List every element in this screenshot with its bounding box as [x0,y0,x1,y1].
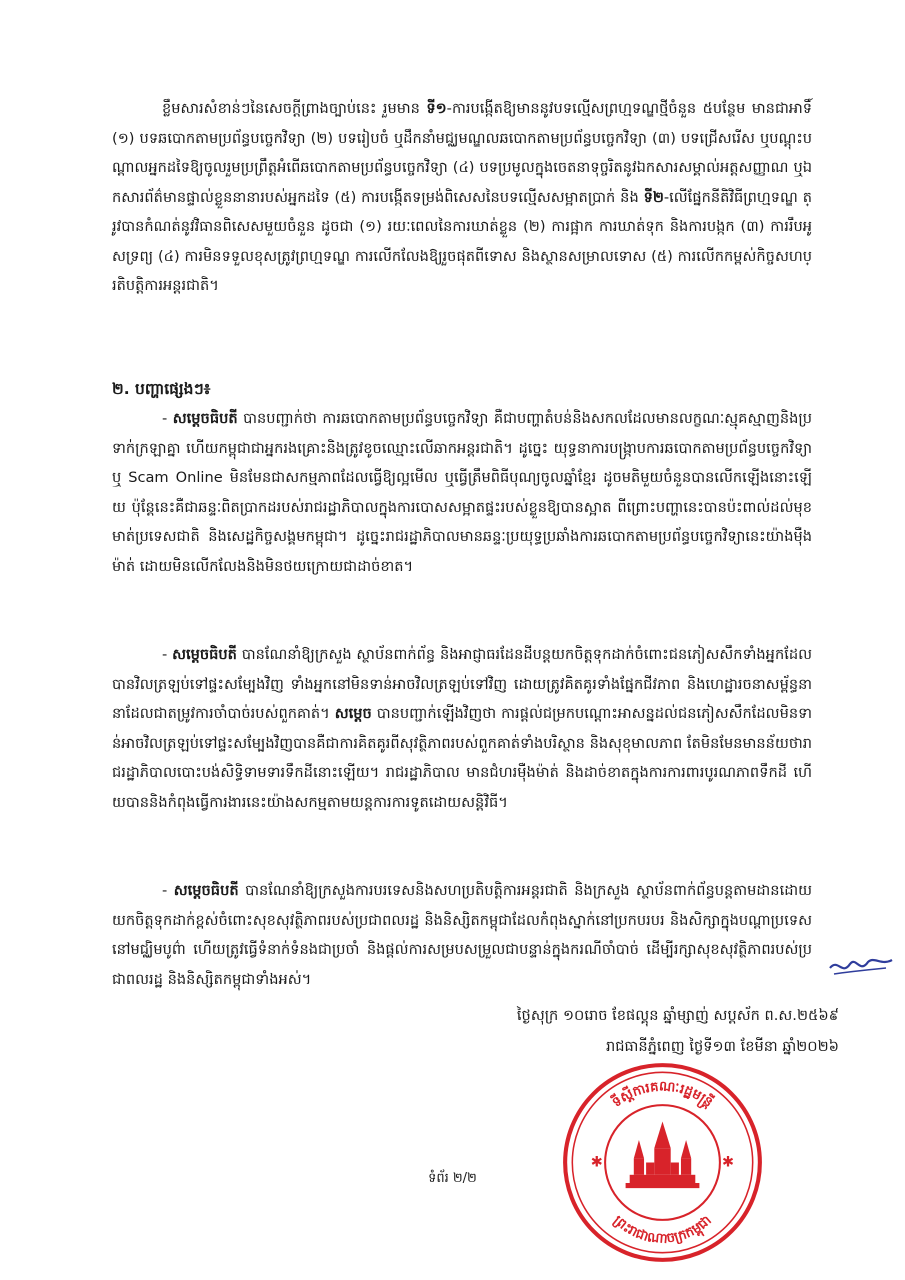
item-2-dash: - [162,646,173,663]
chapter2-label: ទី២ [643,188,664,206]
official-seal-icon [560,1060,765,1265]
section-heading: ២. បញ្ហាផ្សេងៗ៖ [112,380,211,398]
item-2-paragraph [112,640,812,817]
svg-text:ព្រះរាជាណាចក្រកម្ពុជា [610,1213,714,1247]
seal-top-text: ទីស្តីការគណៈរដ្ឋមន្ត្រី [609,1079,716,1111]
chapter1-text: -ការបង្កើតឱ្យមាននូវបទល្មើសព្រហ្មទណ្ឌថ្មីចំនួន ៥បន្ថែម មានជាអាទិ៍ (១) បទឆបោកតាមប្រព័ន្ធបច្ចេកវិទ្យា (២) បទរៀបចំ ឬដឹកនាំមជ្ឈមណ្ឌលឆបោកតាមប្រព័ន្ធបច្ចេកវិទ្យា (៣) បទជ្រើសរើស ឬបណ្ដុះបណ្ដាលអ្នកដទៃឱ្យចូលរួមប្រព្រឹត្តអំពើឆបោកតាមប្រព័ន្ធបច្ចេកវិទ្យា (៤) បទប្រមូលក្នុងចេតនាទុច្ចរិតនូវឯកសារសម្គាល់អត្តសញ្ញាណ ឬឯកសារព័ត៌មានផ្ទាល់ខ្លួននានារបស់អ្នកដទៃ (៥) ការបង្កើតទម្រង់ពិសេសនៃបទល្មើសសម្អាតប្រាក់ និង [112,100,812,206]
page-number: ទំព័រ ២/២ [428,1171,477,1186]
item-3-paragraph [112,876,812,994]
item-1-text: បានបញ្ជាក់ថា ការឆបោកតាមប្រព័ន្ធបច្ចេកវិទ្យា គឺជាបញ្ហាតំបន់និងសកលដែលមានលក្ខណៈស្មុគស្មាញនិងប្រទាក់ក្រឡាគ្នា ហើយកម្ពុជាជាអ្នករងគ្រោះនិងត្រូវខូចឈ្មោះលើឆាកអន្តរជាតិ។ ដូច្នេះ យុទ្ធនាការបង្ក្រាបការឆបោកតាមប្រព័ន្ធបច្ចេកវិទ្យា ឬ Scam Online មិនមែនជាសកម្មភាពដែលធ្វើឱ្យល្អមើល ឬធ្វើត្រឹមពិធីបុណ្យចូលឆ្នាំខ្មែរ ដូចមតិមួយចំនួនបានលើកឡើងនោះឡើយ ប៉ុន្តែនេះគឺជាឆន្ទៈពិតប្រាកដរបស់រាជរដ្ឋាភិបាលក្នុងការបោសសម្អាតផ្ទះរបស់ខ្លួនឱ្យបានស្អាត ពីព្រោះបញ្ហានេះបានប៉ះពាល់ដល់មុខមាត់ប្រទេសជាតិ និងសេដ្ឋកិច្ចសង្គមកម្ពុជា។ ដូច្នេះរាជរដ្ឋាភិបាលមានឆន្ទៈប្រយុទ្ធប្រឆាំងការឆបោកតាមប្រព័ន្ធបច្ចេកវិទ្យានេះយ៉ាងម៉ឺងម៉ាត់ ដោយមិនលើកលែងនិងមិនថយក្រោយជាដាច់ខាត។ [112,410,813,575]
date-block [359,1000,839,1062]
svg-text:✱: ✱ [721,1154,734,1171]
chapter2-text: -លើផ្នែកនីតិវិធីព្រហ្មទណ្ឌ ត្រូវបានកំណត់នូវវិធានពិសេសមួយចំនួន ដូចជា (១) រយៈពេលនៃការឃាត់ខ្លួន (២) ការផ្អាក ការឃាត់ទុក និងការបង្កក (៣) ការរឹបអូសទ្រព្យ (៤) ការមិនទទួលខុសត្រូវព្រហ្មទណ្ឌ ការលើកលែងឱ្យរួចផុតពីទោស និងស្ថានសម្រាលទោស (៥) ការលើកកម្ពស់កិច្ចសហប្រតិបត្តិការអន្តរជាតិ។ [112,188,812,294]
item-3-dash: - [162,882,174,899]
svg-text:ទីស្តីការគណៈរដ្ឋមន្ត្រី [608,1079,716,1113]
summary-lead: ខ្លឹមសារសំខាន់ៗនៃសេចក្ដីព្រាងច្បាប់នេះ រួមមាន [162,100,427,117]
seal-bottom-text: ព្រះរាជាណាចក្រកម្ពុជា [610,1213,715,1248]
item-1-subject: សម្ដេចធិបតី [172,410,238,427]
svg-text:✱: ✱ [590,1154,603,1171]
item-3-subject: សម្ដេចធិបតី [173,882,239,899]
item-2-text-2: បានបញ្ជាក់ឡើងវិញថា ការផ្ដល់ជម្រកបណ្ដោះអាសន្នដល់ជនភៀសសឹកដែលមិនទាន់អាចវិលត្រឡប់ទៅផ្ទះសម្បែងវិញបានគឺជាការគិតគូរពីសុវត្ថិភាពរបស់ពួកគាត់ទាំងបរិស្ថាន និងសុខុមាលភាព តែមិនមែនមានន័យថារាជរដ្ឋាភិបាលបោះបង់សិទ្ធិទាមទារទឹកដីនោះឡើយ។ រាជរដ្ឋាភិបាល មានជំហរម៉ឺងម៉ាត់ និងដាច់ខាតក្នុងការការពារបូរណភាពទឹកដី ហើយបាននិងកំពុងធ្វើការងារនេះយ៉ាងសកម្មតាមយន្តការការទូតដោយសន្តិវិធី។ [112,705,812,811]
item-2-subject-2: សម្ដេច [334,705,372,722]
item-2-subject: សម្ដេចធិបតី [172,646,237,663]
item-3-text: បានណែនាំឱ្យក្រសួងការបរទេសនិងសហប្រតិបត្តិការអន្តរជាតិ និងក្រសួង ស្ថាប័នពាក់ព័ន្ធបន្តតាមដានដោយយកចិត្តទុកដាក់ខ្ពស់ចំពោះសុខសុវត្ថិភាពរបស់ប្រជាពលរដ្ឋ និងនិស្សិតកម្ពុជាដែលកំពុងស្នាក់នៅប្រកបរបរ និងសិក្សាក្នុងបណ្ដាប្រទេសនៅមជ្ឈិមបូព៌ា ហើយត្រូវធ្វើទំនាក់ទំនងជាប្រចាំ និងផ្ដល់ការសម្របសម្រួលជាបន្ទាន់ក្នុងករណីចាំបាច់ ដើម្បីរក្សាសុខសុវត្ថិភាពរបស់ប្រជាពលរដ្ឋ និងនិស្សិតកម្ពុជាទាំងអស់។ [112,882,812,988]
summary-paragraph [112,94,812,301]
item-1-dash: - [162,410,173,427]
chapter1-label: ទី១ [426,100,447,117]
item-1-paragraph [112,404,812,581]
city-date-line: រាជធានីភ្នំពេញ ថ្ងៃទី១៣ ខែមីនា ឆ្នាំ២០២៦ [605,1038,839,1055]
signature-mark-icon [826,950,896,980]
lunar-date-line: ថ្ងៃសុក្រ ១០រោច ខែផល្គុន ឆ្នាំម្សាញ់ សប្តស័ក ព.ស.២៥៦៩ [516,1007,839,1024]
item-2-text: បានណែនាំឱ្យក្រសួង ស្ថាប័នពាក់ព័ន្ធ និងអាជ្ញាធរដែនដីបន្តយកចិត្តទុកដាក់ចំពោះជនភៀសសឹកទាំងអ្នកដែលបានវិលត្រឡប់ទៅផ្ទះសម្បែងវិញ ទាំងអ្នកនៅមិនទាន់អាចវិលត្រឡប់ទៅវិញ ដោយត្រូវគិតគូរទាំងផ្នែកជីវភាព និងហេដ្ឋារចនាសម្ព័ន្ធនានាដែលជាតម្រូវការចាំបាច់របស់ពួកគាត់។ [112,646,812,722]
